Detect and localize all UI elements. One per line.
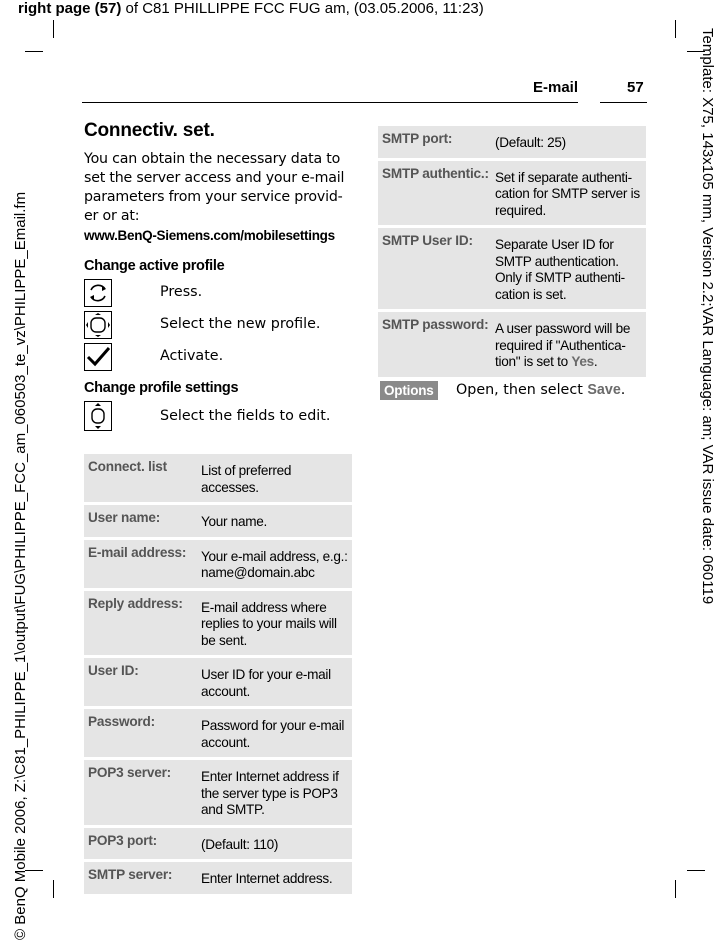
setting-description: (Default: 110) [196, 828, 352, 860]
setting-description: (Default: 25) [490, 126, 646, 158]
setting-name: SMTP password: [378, 312, 490, 377]
step-select-profile [84, 311, 352, 339]
setting-name: SMTP port: [378, 126, 490, 158]
options-text-tail: . [620, 382, 626, 398]
setting-name: E-mail address: [84, 540, 196, 588]
table-row [378, 161, 646, 226]
right-column [378, 123, 646, 380]
crop-mark [675, 880, 676, 898]
setting-description [490, 312, 646, 377]
settings-url: www.BenQ-Siemens.com/mobilesettings [84, 228, 335, 243]
file-path-margin: © BenQ Mobile 2006, Z:\C81_PHILIPPE_1\output\FUG\PHILIPPE_FCC_am_060503_te_vz\PHILIPPE_Email.fm [12, 191, 29, 940]
setting-name: Connect. list [84, 454, 196, 502]
print-header-text: of C81 PHILLIPPE FCC FUG am, (03.05.2006, 11:23) [121, 0, 484, 17]
table-row [84, 862, 352, 894]
setting-name: Password: [84, 709, 196, 757]
crop-mark [687, 870, 705, 871]
table-row [84, 709, 352, 757]
setting-description: Separate User ID for SMTP authentication. Only if SMTP authenti-cation is set. [490, 228, 646, 309]
setting-description: List of preferred accesses. [196, 454, 352, 502]
setting-description: Set if separate authenti-cation for SMTP server is required. [490, 161, 646, 226]
table-row [378, 126, 646, 158]
setting-name: Reply address: [84, 591, 196, 656]
navigation-key-icon [84, 279, 112, 307]
page-number: 57 [627, 79, 644, 96]
page-header-title: E-mail [533, 79, 579, 96]
crop-mark [53, 20, 54, 38]
intro-line: You can obtain the necessary data to [84, 151, 341, 167]
setting-description-tail: . [593, 354, 598, 369]
change-active-profile-heading: Change active profile [84, 258, 225, 274]
step-activate [84, 343, 352, 371]
intro-line: set the server access and your e-mail [84, 170, 345, 186]
header-rule-gap [578, 101, 600, 104]
print-header-bold: right page (57) [18, 0, 122, 17]
crop-mark [675, 20, 676, 38]
step-press [84, 279, 352, 307]
table-row [84, 540, 352, 588]
table-row [84, 658, 352, 706]
table-row [84, 591, 352, 656]
setting-description: Your e-mail address, e.g.: name@domain.abc [196, 540, 352, 588]
setting-description: Password for your e-mail account. [196, 709, 352, 757]
setting-name: SMTP User ID: [378, 228, 490, 309]
table-row [378, 228, 646, 309]
change-profile-settings-heading: Change profile settings [84, 380, 239, 396]
template-info-margin: Template: X75, 143x105 mm, Version 2.2;VAR Language: am; VAR issue date: 060119 [699, 28, 716, 605]
intro-line: parameters from your service provid- [84, 189, 343, 205]
step-text: Select the fields to edit. [160, 408, 331, 424]
options-text-lead: Open, then select [456, 382, 588, 398]
print-header [18, 0, 484, 17]
settings-table-left [84, 451, 352, 897]
scroll-updown-icon [84, 401, 112, 429]
crop-mark [53, 880, 54, 898]
table-row [84, 505, 352, 537]
section-title: Connectiv. set. [84, 120, 215, 141]
crop-mark [25, 51, 43, 52]
settings-table-right [378, 123, 646, 380]
check-icon [84, 343, 112, 371]
setting-name: SMTP authentic.: [378, 161, 490, 226]
setting-description: Your name. [196, 505, 352, 537]
step-text: Activate. [160, 348, 224, 364]
table-row [84, 760, 352, 825]
step-text: Select the new profile. [160, 316, 321, 332]
setting-description: User ID for your e-mail account. [196, 658, 352, 706]
control-key-icon [84, 311, 112, 339]
setting-name: User name: [84, 505, 196, 537]
save-keyword: Save [587, 382, 621, 398]
setting-name: User ID: [84, 658, 196, 706]
setting-name: POP3 port: [84, 828, 196, 860]
table-row [84, 454, 352, 502]
setting-name: POP3 server: [84, 760, 196, 825]
intro-line: er or at: [84, 208, 140, 224]
left-column [84, 120, 352, 897]
step-select-fields [84, 401, 352, 431]
table-row [84, 828, 352, 860]
table-row [378, 312, 646, 377]
setting-description: Enter Internet address. [196, 862, 352, 894]
setting-name: SMTP server: [84, 862, 196, 894]
setting-description-text: A user password will be required if "Authentica-tion" is set to [495, 321, 631, 369]
header-rule [82, 102, 647, 103]
options-softkey[interactable]: Options [380, 381, 438, 400]
setting-description: E-mail address where replies to your mails will be sent. [196, 591, 352, 656]
step-text: Press. [160, 284, 203, 300]
setting-description: Enter Internet address if the server type is POP3 and SMTP. [196, 760, 352, 825]
setting-keyword: Yes [571, 354, 594, 369]
options-text [456, 381, 625, 400]
intro-text [84, 150, 352, 226]
